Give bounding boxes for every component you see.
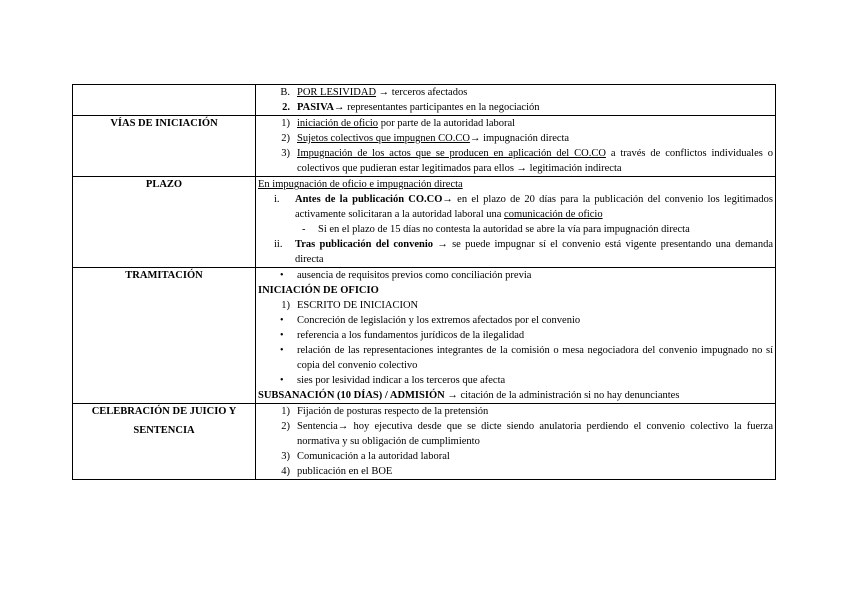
right-cell-tramitacion xyxy=(256,268,776,404)
right-cell-juicio xyxy=(256,404,776,480)
bullet-item: •relación de las representaciones integrantes de la comisión o mesa negociadora del convenio impugnado no sí copia del convenio colectivo xyxy=(258,343,773,373)
right-cell-plazo xyxy=(256,177,776,268)
subsanacion-line: SUBSANACIÓN (10 DÍAS) / ADMISIÓN → citación de la administración si no hay denunciantes xyxy=(258,390,680,401)
procedure-table xyxy=(72,84,776,480)
list-item-3: 3) Impugnación de los actos que se producen en aplicación del CO.CO a través de conflictos individuales o colectivos que pudieran estar legitimados para ellos → legitimación indirecta xyxy=(281,148,773,174)
row-label-juicio: CELEBRACIÓN DE JUICIO Y SENTENCIA xyxy=(73,404,256,480)
row-label-vias: VÍAS DE INICIACIÓN xyxy=(73,116,256,177)
section-heading: INICIACIÓN DE OFICIO xyxy=(258,285,379,296)
list-item-1: 1) ESCRITO DE INICIACION xyxy=(281,300,419,311)
list-item-4: 4) publicación en el BOE xyxy=(281,466,393,477)
bullet-item: •referencia a los fundamentos jurídicos de la ilegalidad xyxy=(258,328,773,343)
row-label-plazo: PLAZO xyxy=(73,177,256,268)
right-cell-vias xyxy=(256,116,776,177)
plazo-intro: En impugnación de oficio e impugnación directa xyxy=(258,179,463,190)
bullet-item: •Concreción de legislación y los extremos afectados por el convenio xyxy=(258,313,773,328)
right-cell-continuation xyxy=(256,85,776,116)
list-item-3: 3) Comunicación a la autoridad laboral xyxy=(281,451,450,462)
document-page xyxy=(72,84,773,480)
list-item-ii: ii. Tras publicación del convenio → se puede impugnar sí el convenio está vigente presentando una demanda directa xyxy=(274,239,773,265)
left-cell-empty xyxy=(73,85,256,116)
table-row-continuation xyxy=(73,85,776,116)
list-item-2: 2) Sentencia→ hoy ejecutiva desde que se dicte siendo anulatoria perdiendo el convenio colectivo la fuerza normativa y su obligación de cumplimiento xyxy=(281,421,773,447)
list-item-2: 2. PASIVA→ representantes participantes en la negociación xyxy=(282,102,540,113)
table-row-vias xyxy=(73,116,776,177)
table-row-plazo xyxy=(73,177,776,268)
list-item-1: 1) iniciación de oficio por parte de la autoridad laboral xyxy=(281,118,516,129)
list-item-dash: - Si en el plazo de 15 días no contesta la autoridad se abre la vía para impugnación directa xyxy=(302,224,690,235)
list-item-i: i. Antes de la publicación CO.CO→ en el plazo de 20 días para la publicación del convenio los legitimados activamente solicitaran a la autoridad laboral una comunicación de oficio xyxy=(274,194,773,220)
list-item-b: B. POR LESIVIDAD → terceros afectados xyxy=(280,87,468,98)
row-label-tramitacion: TRAMITACIÓN xyxy=(73,268,256,404)
bullet-item: • ausencia de requisitos previos como conciliación previa xyxy=(258,268,773,283)
bullet-item: •sies por lesividad indicar a los terceros que afecta xyxy=(258,373,773,388)
list-item-1: 1) Fijación de posturas respecto de la pretensión xyxy=(281,406,489,417)
table-row-juicio xyxy=(73,404,776,480)
list-item-2: 2) Sujetos colectivos que impugnen CO.CO→ impugnación directa xyxy=(281,133,570,144)
table-row-tramitacion xyxy=(73,268,776,404)
